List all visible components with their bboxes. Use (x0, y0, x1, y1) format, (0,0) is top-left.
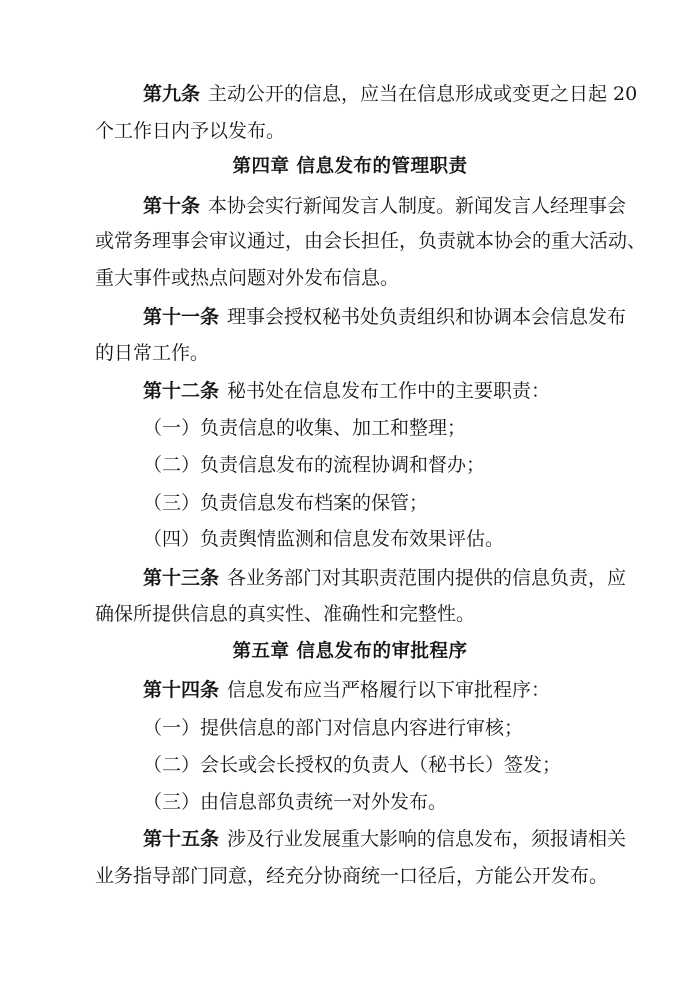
article-12-item-3: （三）负责信息发布档案的保管； (143, 492, 429, 514)
article-10-label: 第十条 (143, 195, 201, 217)
article-14-label: 第十四条 (143, 679, 220, 701)
article-9-line-2: 个工作日内予以发布。 (95, 120, 286, 142)
article-10-line-1 (0, 194, 700, 218)
article-11-line-1 (0, 305, 700, 329)
article-9-label: 第九条 (143, 83, 201, 105)
article-12-item-4: （四）负责舆情监测和信息发布效果评估。 (143, 528, 505, 550)
article-12-text: 秘书处在信息发布工作中的主要职责： (227, 380, 551, 402)
article-15-label: 第十五条 (143, 828, 220, 850)
chapter-5-heading: 第五章 信息发布的审批程序 (232, 641, 468, 662)
article-11-label: 第十一条 (143, 306, 220, 328)
article-12-item-2: （二）负责信息发布的流程协调和督办； (143, 454, 486, 476)
article-15-text: 涉及行业发展重大影响的信息发布，须报请相关 (227, 828, 627, 850)
article-14-text: 信息发布应当严格履行以下审批程序： (227, 679, 551, 701)
article-13-line-2: 确保所提供信息的真实性、准确性和完整性。 (95, 603, 476, 625)
chapter-4-heading: 第四章 信息发布的管理职责 (232, 156, 468, 177)
article-14-item-3: （三）由信息部负责统一对外发布。 (143, 791, 448, 813)
article-11-text: 理事会授权秘书处负责组织和协调本会信息发布 (227, 306, 627, 328)
article-14-item-2: （二）会长或会长授权的负责人（秘书长）签发； (143, 754, 562, 776)
article-9-text: 主动公开的信息，应当在信息形成或变更之日起 20 (208, 83, 638, 105)
article-9-line-1 (0, 82, 700, 106)
article-12-label: 第十二条 (143, 380, 220, 402)
article-12-line-1 (0, 379, 700, 403)
article-10-line-3: 重大事件或热点问题对外发布信息。 (95, 267, 400, 289)
article-15-line-1 (0, 827, 700, 851)
article-12-item-1: （一）负责信息的收集、加工和整理； (143, 417, 467, 439)
article-14-item-1: （一）提供信息的部门对信息内容进行审核； (143, 717, 524, 739)
article-14-line-1 (0, 678, 700, 702)
article-10-line-2: 或常务理事会审议通过，由会长担任，负责就本协会的重大活动、 (95, 230, 647, 252)
article-11-line-2: 的日常工作。 (95, 342, 210, 364)
article-15-line-2: 业务指导部门同意，经充分协商统一口径后，方能公开发布。 (95, 865, 609, 887)
article-13-label: 第十三条 (143, 567, 220, 589)
article-13-line-1 (0, 566, 700, 590)
article-13-text: 各业务部门对其职责范围内提供的信息负责，应 (227, 567, 627, 589)
article-10-text: 本协会实行新闻发言人制度。新闻发言人经理事会 (208, 195, 627, 217)
